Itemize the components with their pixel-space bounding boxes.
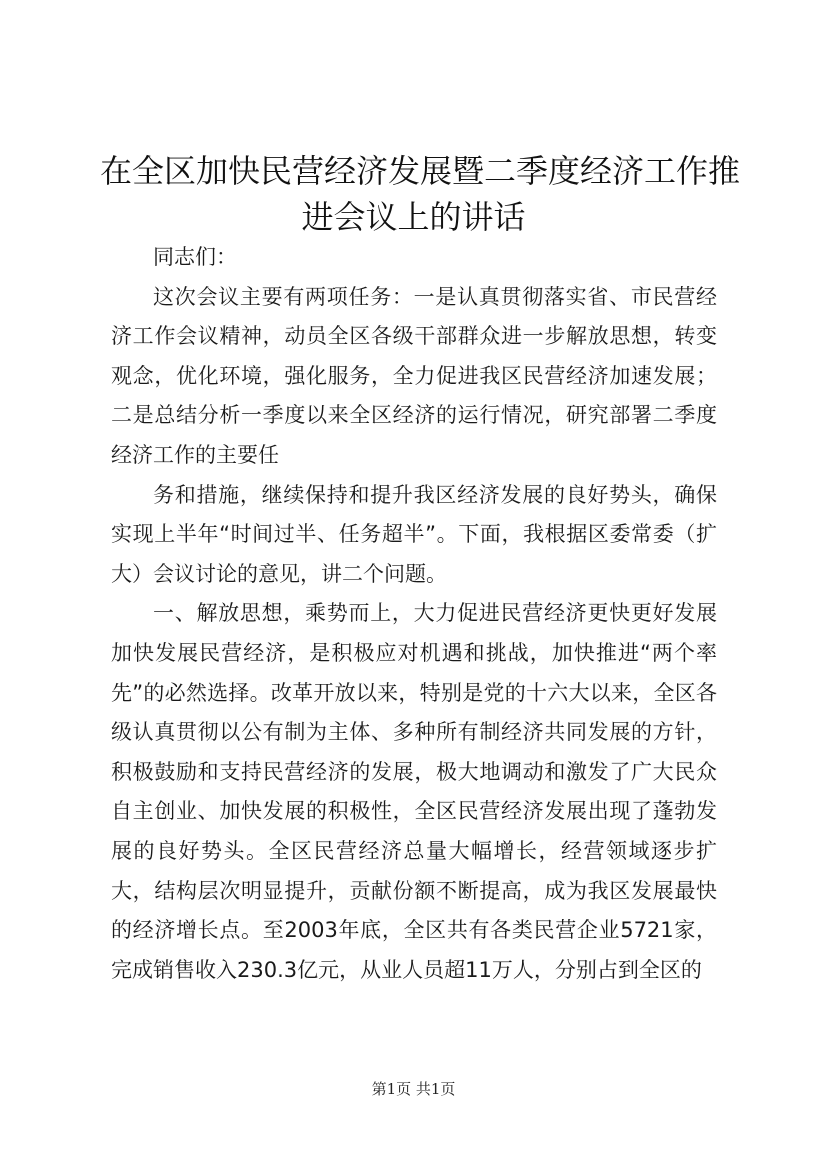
document-title (100, 148, 741, 240)
paragraph-2: 务和措施，继续保持和提升我区经济发展的良好势头，确保实现上半年“时间过半、任务超半”。下面，我根据区委常委（扩大）会议讨论的意见，讲二个问题。 (111, 482, 717, 586)
paragraph-3: 一、解放思想，乘势而上，大力促进民营经济更快更好发展加快发展民营经济，是积极应对机遇和挑战，加快推进“两个率先”的必然选择。改革开放以来，特别是党的十六大以来，全区各级认真贯彻以公有制为主体、多种所有制经济共同发展的方针，积极鼓励和支持民营经济的发展，极大地调动和激发了广大民众自主创业、加快发展的积极性，全区民营经济发展出现了蓬勃发展的良好势头。全区民营经济总量大幅增长，经营领域逐步扩大，结构层次明显提升，贡献份额不断提高，成为我区发展最快的经济增长点。至2003年底，全区共有各类民营企业5721家，完成销售收入230.3亿元，从业人员超11万人，分别占到全区的 (111, 601, 717, 982)
title-line-1: 在全区加快民营经济发展暨二季度经济工作推 (100, 152, 741, 190)
paragraph-1: 这次会议主要有两项任务：一是认真贯彻落实省、市民营经济工作会议精神，动员全区各级干部群众进一步解放思想，转变观念，优化环境，强化服务，全力促进我区民营经济加速发展；二是总结分析一季度以来全区经济的运行情况，研究部署二季度经济工作的主要任 (111, 284, 717, 467)
document-body (111, 238, 717, 990)
title-line-2: 进会议上的讲话 (301, 198, 526, 236)
salutation: 同志们： (153, 245, 237, 269)
page-footer: 第1页 共1页 (371, 1080, 456, 1098)
